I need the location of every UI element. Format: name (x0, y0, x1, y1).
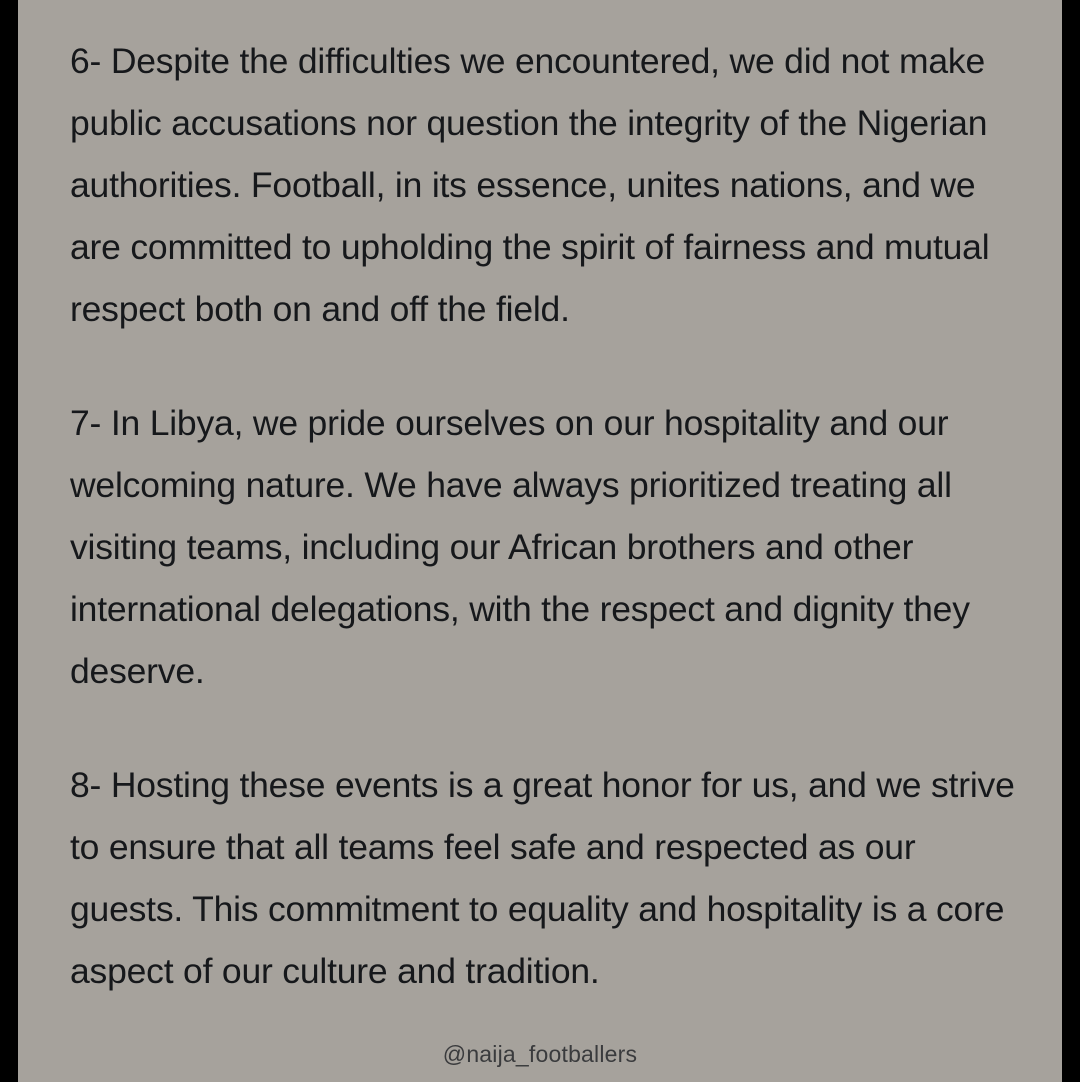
statement-paragraph-8: 8- Hosting these events is a great honor for us, and we strive to ensure that all teams feel safe and respected as our guests. This commitment to equality and hospitality is a core aspect of our culture and tradition. (70, 765, 1015, 991)
account-handle: @naija_footballers (442, 1041, 638, 1067)
statement-paragraph-7: 7- In Libya, we pride ourselves on our hospitality and our welcoming nature. We have always prioritized treating all visiting teams, including our African brothers and other international delegations, with the respect and dignity they deserve. (70, 403, 970, 691)
statement-body (70, 30, 1022, 1002)
statement-card (18, 0, 1062, 1082)
statement-paragraph-6: 6- Despite the difficulties we encountered, we did not make public accusations nor question the integrity of the Nigerian authorities. Football, in its essence, unites nations, and we are committed to upholding the spirit of fairness and mutual respect both on and off the field. (70, 41, 990, 329)
